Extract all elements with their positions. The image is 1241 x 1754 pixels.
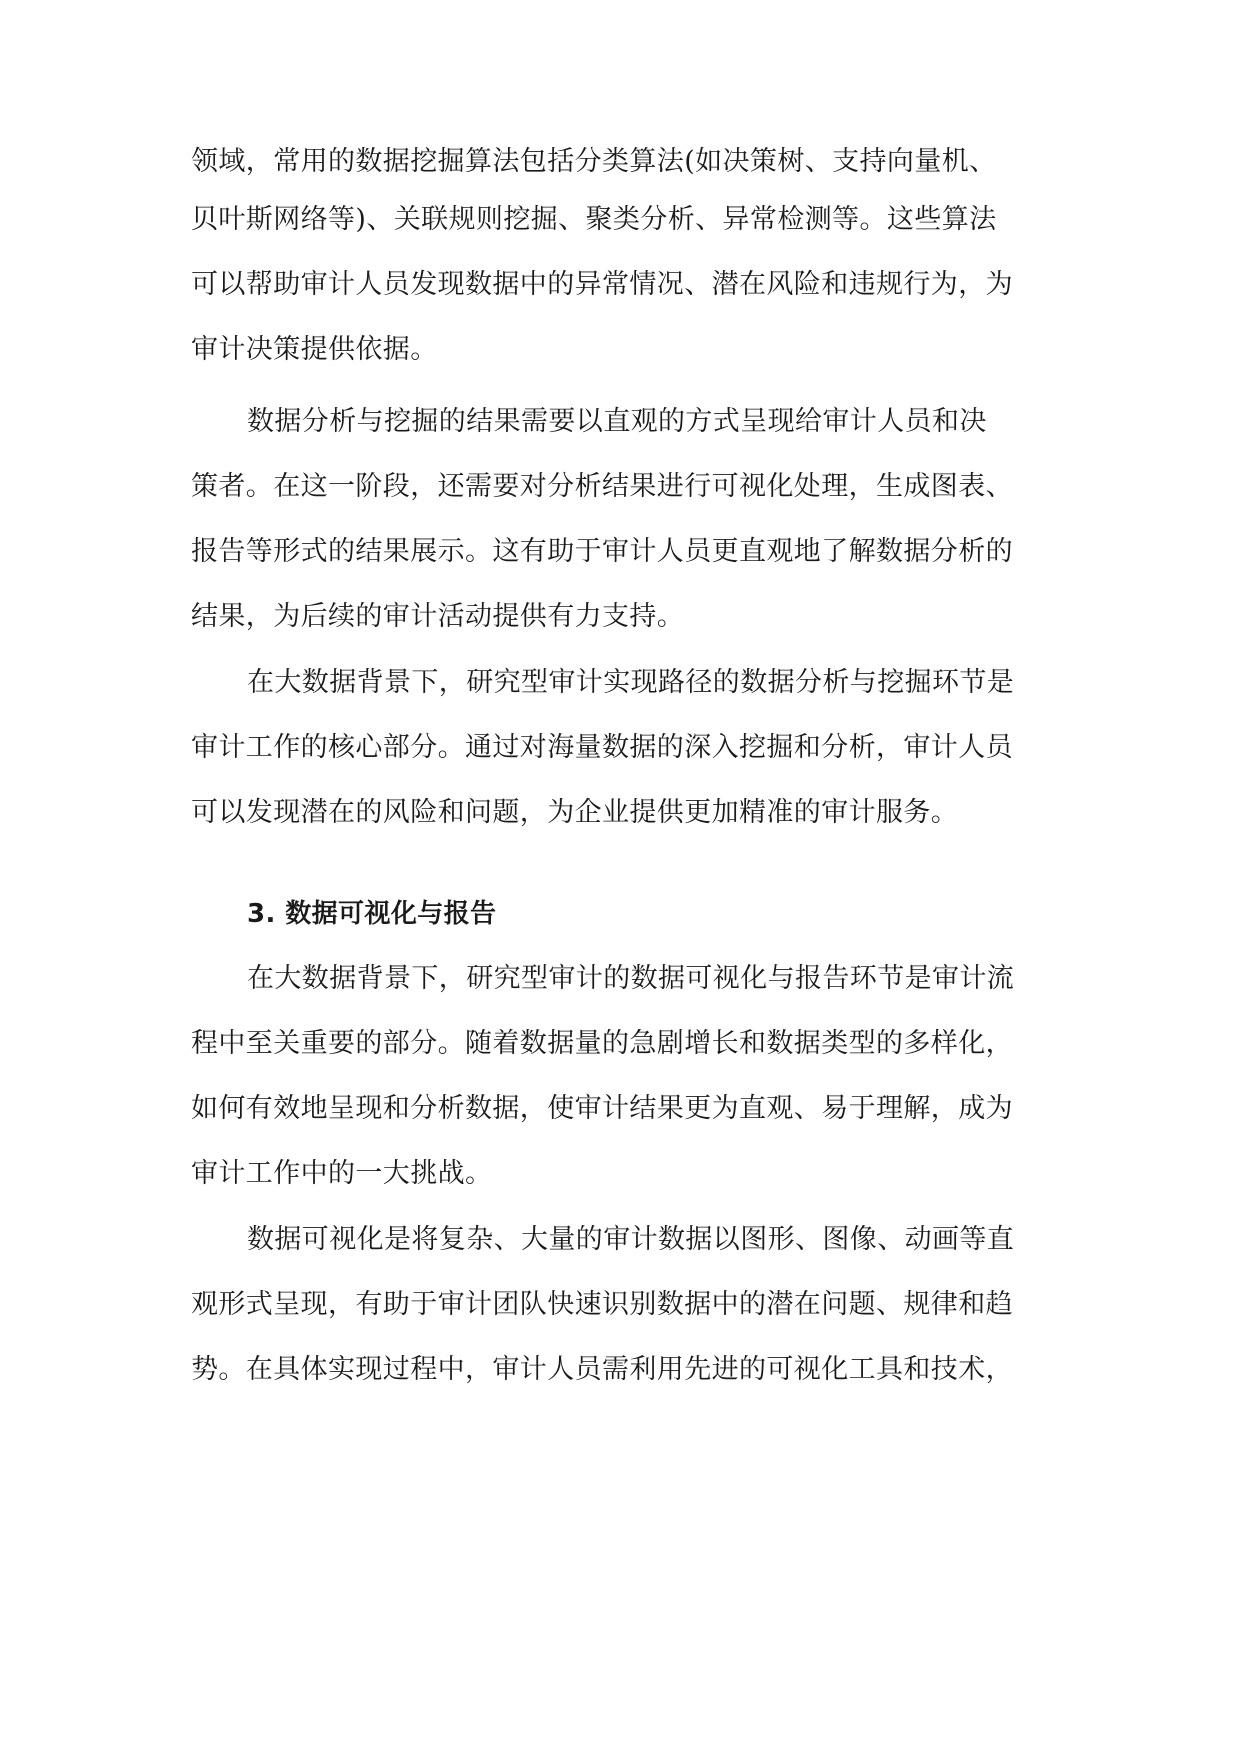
paragraph-4-line-2: 程中至关重要的部分。随着数据量的急剧增长和数据类型的多样化， xyxy=(191,1028,1013,1059)
paragraph-3-line-1: 在大数据背景下，研究型审计实现路径的数据分析与挖掘环节是 xyxy=(247,667,1015,698)
paragraph-4-line-1: 在大数据背景下，研究型审计的数据可视化与报告环节是审计流 xyxy=(247,963,1015,994)
paragraph-5-line-3: 势。在具体实现过程中，审计人员需利用先进的可视化工具和技术， xyxy=(191,1354,1013,1385)
paragraph-4-line-3: 如何有效地呈现和分析数据，使审计结果更为直观、易于理解，成为 xyxy=(191,1093,1013,1124)
paragraph-2-line-4: 结果，为后续的审计活动提供有力支持。 xyxy=(191,601,685,632)
paragraph-1-line-1: 领域，常用的数据挖掘算法包括分类算法(如决策树、支持向量机、 xyxy=(191,146,997,177)
paragraph-5-line-1: 数据可视化是将复杂、大量的审计数据以图形、图像、动画等直 xyxy=(247,1224,1015,1255)
paragraph-5-line-2: 观形式呈现，有助于审计团队快速识别数据中的潜在问题、规律和趋 xyxy=(191,1289,1013,1320)
paragraph-2-line-3: 报告等形式的结果展示。这有助于审计人员更直观地了解数据分析的 xyxy=(191,536,1013,567)
paragraph-4-line-4: 审计工作中的一大挑战。 xyxy=(191,1158,493,1189)
paragraph-3-line-2: 审计工作的核心部分。通过对海量数据的深入挖掘和分析，审计人员 xyxy=(191,732,1013,763)
paragraph-2-line-2: 策者。在这一阶段，还需要对分析结果进行可视化处理，生成图表、 xyxy=(191,471,1013,502)
section-heading: 3. 数据可视化与报告 xyxy=(247,899,497,929)
paragraph-3-line-3: 可以发现潜在的风险和问题，为企业提供更加精准的审计服务。 xyxy=(191,797,959,828)
paragraph-2-line-1: 数据分析与挖掘的结果需要以直观的方式呈现给审计人员和决 xyxy=(247,406,987,437)
paragraph-1-line-3: 可以帮助审计人员发现数据中的异常情况、潜在风险和违规行为，为 xyxy=(191,269,1013,300)
paragraph-1-line-2: 贝叶斯网络等)、关联规则挖掘、聚类分析、异常检测等。这些算法 xyxy=(191,204,997,235)
paragraph-1-line-4: 审计决策提供依据。 xyxy=(191,334,438,365)
